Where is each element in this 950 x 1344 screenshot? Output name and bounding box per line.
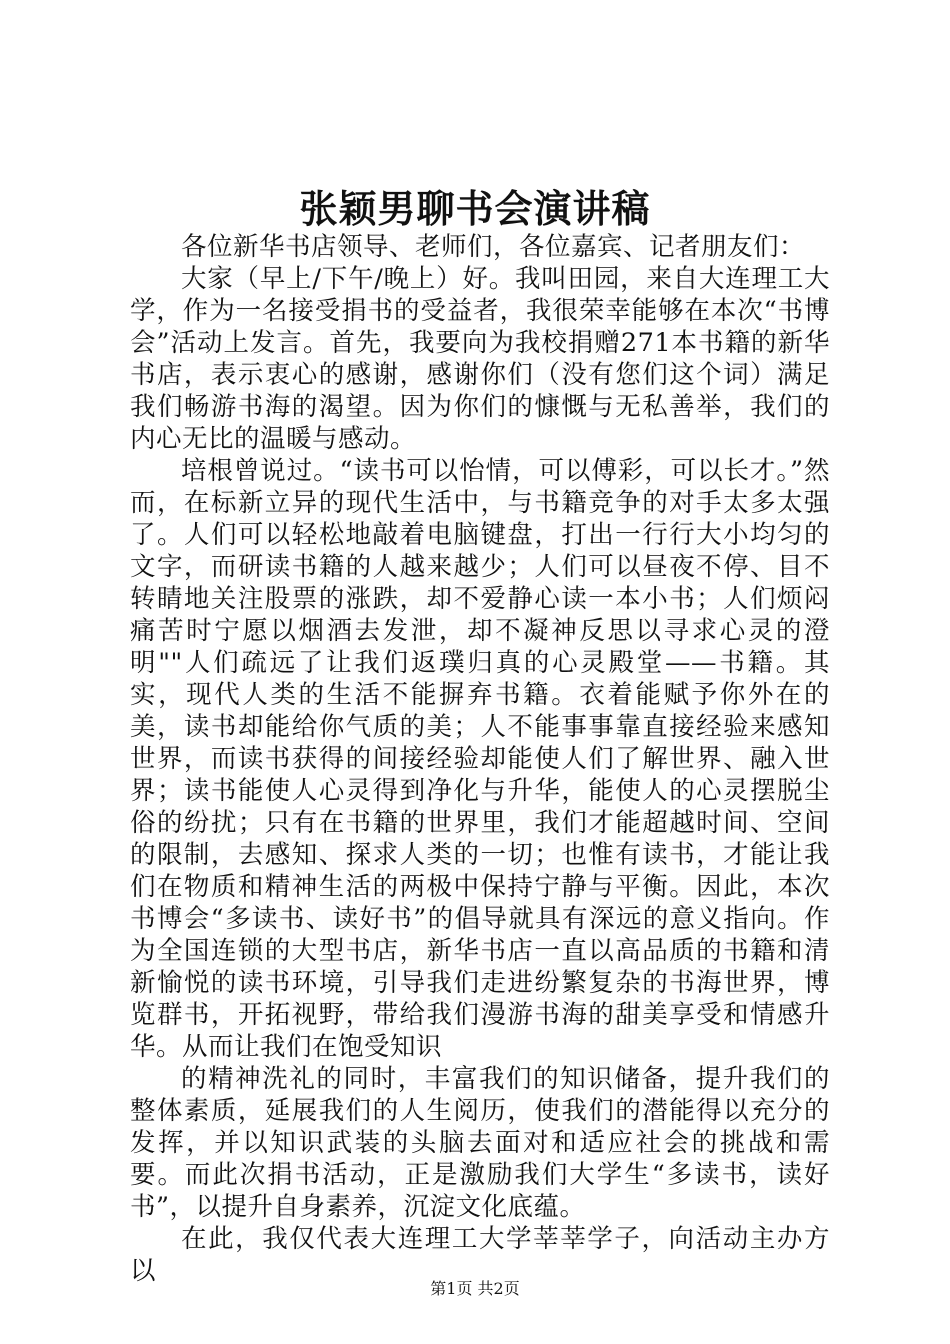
document-title: 张颖男聊书会演讲稿 [299, 186, 651, 231]
paragraph-introduction: 大家（早上/下午/晚上）好。我叫田园，来自大连理工大学，作为一名接受捐书的受益者，我很荣幸能够在本次“书博会”活动上发言。首先，我要向为我校捐赠271本书籍的新华书店，表示衷心的感谢，感谢你们（没有您们这个词）满足我们畅游书海的渴望。因为你们的慷慨与无私善举，我们的内心无比的温暖与感动。 [130, 264, 830, 454]
page-number-footer: 第1页 共2页 [430, 1279, 520, 1298]
paragraph-greeting: 各位新华书店领导、老师们，各位嘉宾、记者朋友们： [181, 232, 806, 262]
paragraph-closing: 在此，我仅代表大连理工大学莘莘学子，向活动主办方以 [130, 1224, 830, 1286]
document-body [130, 231, 830, 1287]
paragraph-reading-value: 培根曾说过。“读书可以怡情，可以傅彩，可以长才。”然而，在标新立异的现代生活中，与书籍竞争的对手太多太强了。人们可以轻松地敲着电脑键盘，打出一行行大小均匀的文字，而研读书籍的人越来越少；人们可以昼夜不停、目不转睛地关注股票的涨跌，却不爱静心读一本小书；人们烦闷痛苦时宁愿以烟酒去发泄，却不凝神反思以寻求心灵的澄明""人们疏远了让我们返璞归真的心灵殿堂——书籍。其实，现代人类的生活不能摒弃书籍。衣着能赋予你外在的美，读书却能给你气质的美；人不能事事靠直接经验来感知世界，而读书获得的间接经验却能使人们了解世界、融入世界；读书能使人心灵得到净化与升华，能使人的心灵摆脱尘俗的纷扰；只有在书籍的世界里，我们才能超越时间、空间的限制，去感知、探求人类的一切；也惟有读书，才能让我们在物质和精神生活的两极中保持宁静与平衡。因此，本次书博会“多读书、读好书”的倡导就具有深远的意义指向。作为全国连锁的大型书店，新华书店一直以高品质的书籍和清新愉悦的读书环境，引导我们走进纷繁复杂的书海世界，博览群书，开拓视野，带给我们漫游书海的甜美享受和情感升华。从而让我们在饱受知识 [130, 456, 830, 1062]
paragraph-knowledge: 的精神洗礼的同时，丰富我们的知识储备，提升我们的整体素质，延展我们的人生阅历，使我们的潜能得以充分的发挥，并以知识武装的头脑去面对和适应社会的挑战和需要。而此次捐书活动，正是激励我们大学生“多读书，读好书”，以提升自身素养，沉淀文化底蕴。 [130, 1064, 830, 1222]
